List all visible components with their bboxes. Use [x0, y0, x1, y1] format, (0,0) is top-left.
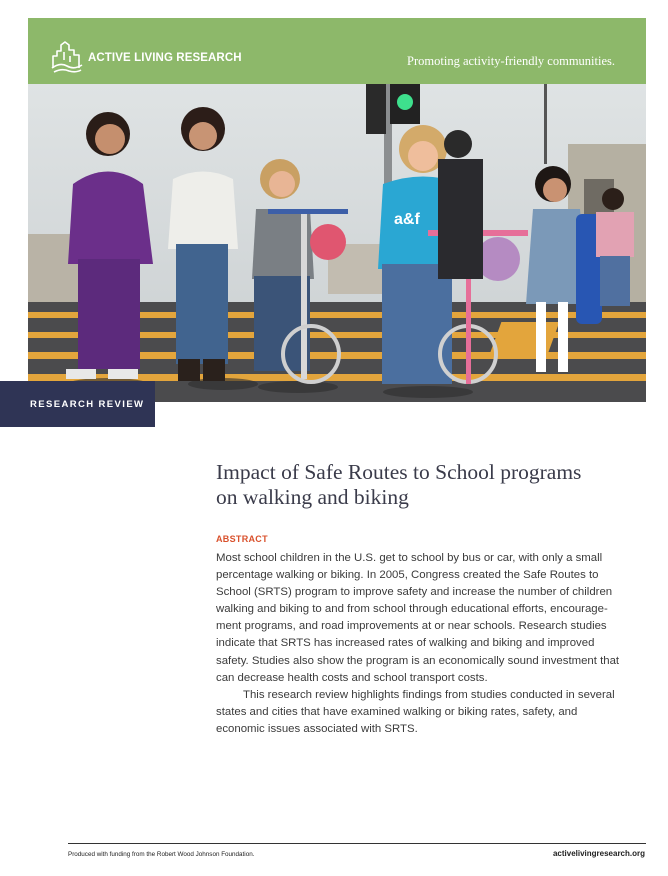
photo-illustration: [28, 84, 646, 402]
tagline: Promoting activity-friendly communities.: [407, 54, 615, 68]
children-walking-photo: [28, 84, 646, 402]
skyline-logo-icon: [50, 38, 84, 74]
abstract-heading: ABSTRACT: [216, 534, 268, 544]
abstract-paragraph-2: This research review highlights findings from studies conducted in several states and cities that have examined walking or biking rates, safety, and economic issues associated with SRTS.: [216, 688, 615, 735]
research-review-text: RESEARCH REVIEW: [30, 399, 145, 410]
header-banner: [28, 18, 646, 84]
svg-text:a&f: a&f: [394, 211, 420, 228]
funding-note: Produced with funding from the Robert Wood Johnson Foundation.: [68, 851, 255, 858]
title-line-1: Impact of Safe Routes to School programs: [216, 460, 582, 484]
website-link[interactable]: activelivingresearch.org: [552, 849, 645, 858]
abstract-paragraph-1: Most school children in the U.S. get to school by bus or car, with only a small percentage walking or biking. In 2005, Congress created the Safe Routes to School (SRTS) program to improve safety and increase the number of children walking and biking to and from school through educational efforts, encourage-ment programs, and road improvements at or near schools. Research studies indicate that SRTS has increased rates of walking and biking and improved safety. Studies also show the program is an economically sound investment that can decrease health costs and school transport costs.: [216, 552, 620, 684]
abstract-body: [216, 550, 628, 738]
title-line-2: on walking and biking: [216, 485, 409, 509]
footer-divider: [68, 843, 646, 844]
page-title: [216, 460, 636, 510]
research-review-label: [0, 381, 155, 427]
brand-name: ACTIVE LIVING RESEARCH: [88, 52, 242, 64]
